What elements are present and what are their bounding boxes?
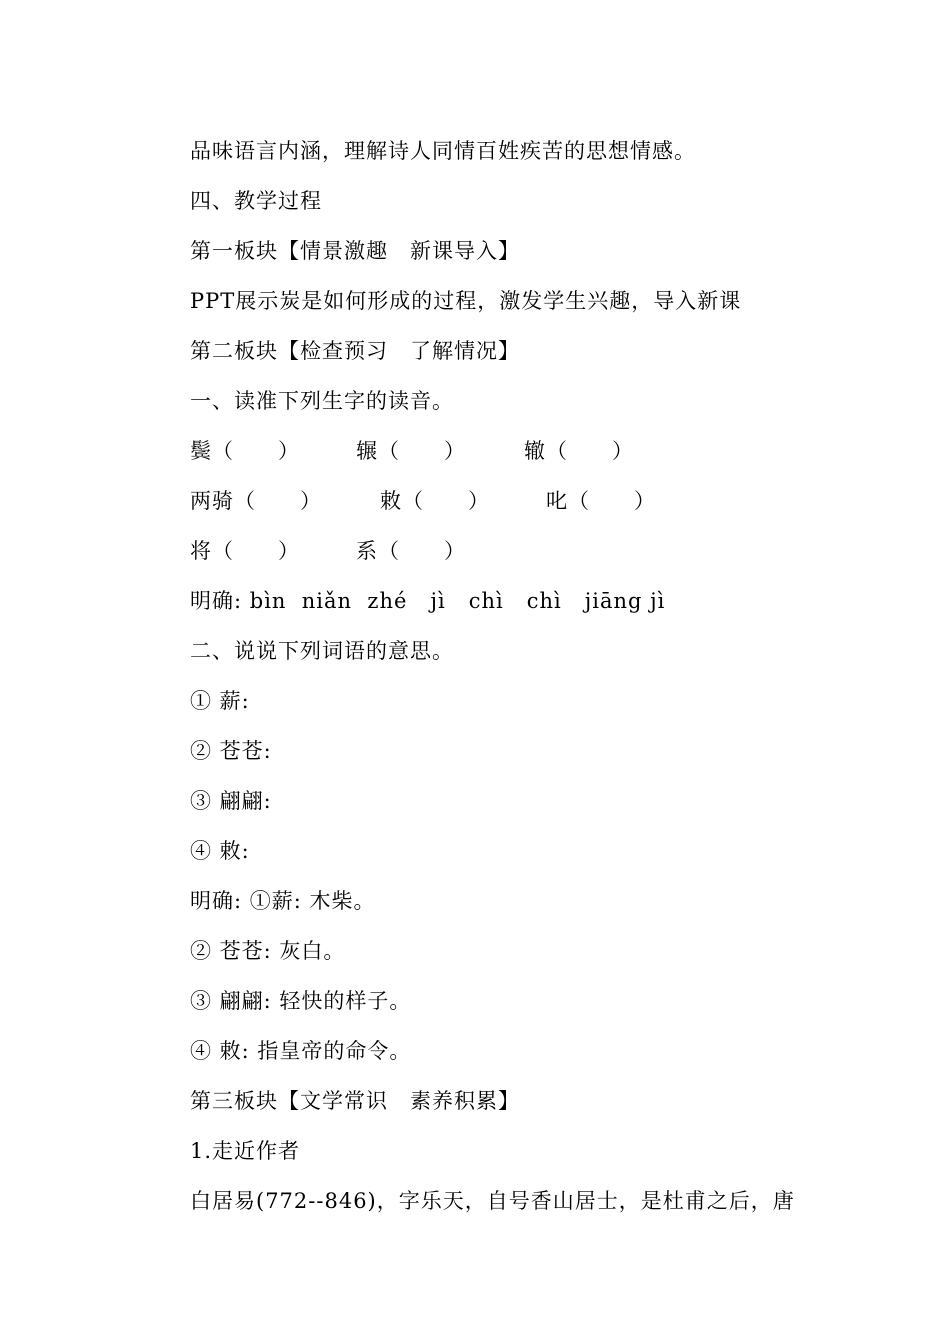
- char-item: 鬓（ ）: [190, 439, 300, 463]
- word-item: ① 薪:: [190, 689, 250, 713]
- section-heading: 四、教学过程: [190, 189, 322, 213]
- block-heading-1: 第一板块【情景激趣 新课导入】: [190, 239, 520, 263]
- answer-item: 明确: ①薪: 木柴。: [190, 889, 376, 913]
- answer-item: ④ 敕: 指皇帝的命令。: [190, 1039, 412, 1063]
- objective-text: 品味语言内涵，理解诗人同情百姓疾苦的思想情感。: [190, 139, 696, 163]
- block-heading-2: 第二板块【检查预习 了解情况】: [190, 339, 520, 363]
- pinyin-answer: 明确: bìn niǎn zhé jì chì chì jiāng jì: [190, 589, 666, 613]
- char-item: 叱（ ）: [546, 489, 656, 513]
- task-reading: 一、读准下列生字的读音。: [190, 389, 454, 413]
- char-item: 将（ ）: [190, 539, 300, 563]
- word-item: ② 苍苍:: [190, 739, 272, 763]
- word-item: ③ 翩翩:: [190, 789, 272, 813]
- answer-item: ② 苍苍: 灰白。: [190, 939, 346, 963]
- block-heading-3: 第三板块【文学常识 素养积累】: [190, 1089, 520, 1113]
- char-item: 系（ ）: [356, 539, 466, 563]
- answer-item: ③ 翩翩: 轻快的样子。: [190, 989, 412, 1013]
- author-bio-text: 白居易(772--846)，字乐天，自号香山居士，是杜甫之后，唐: [190, 1189, 795, 1213]
- word-item: ④ 敕:: [190, 839, 250, 863]
- char-item: 两骑（ ）: [190, 489, 322, 513]
- task-words: 二、说说下列词语的意思。: [190, 639, 454, 663]
- subheading-author: 1.走近作者: [190, 1139, 301, 1163]
- char-item: 辙（ ）: [524, 439, 634, 463]
- char-item: 敕（ ）: [380, 489, 490, 513]
- char-item: 辗（ ）: [356, 439, 466, 463]
- ppt-intro-text: PPT展示炭是如何形成的过程，激发学生兴趣，导入新课: [190, 289, 742, 313]
